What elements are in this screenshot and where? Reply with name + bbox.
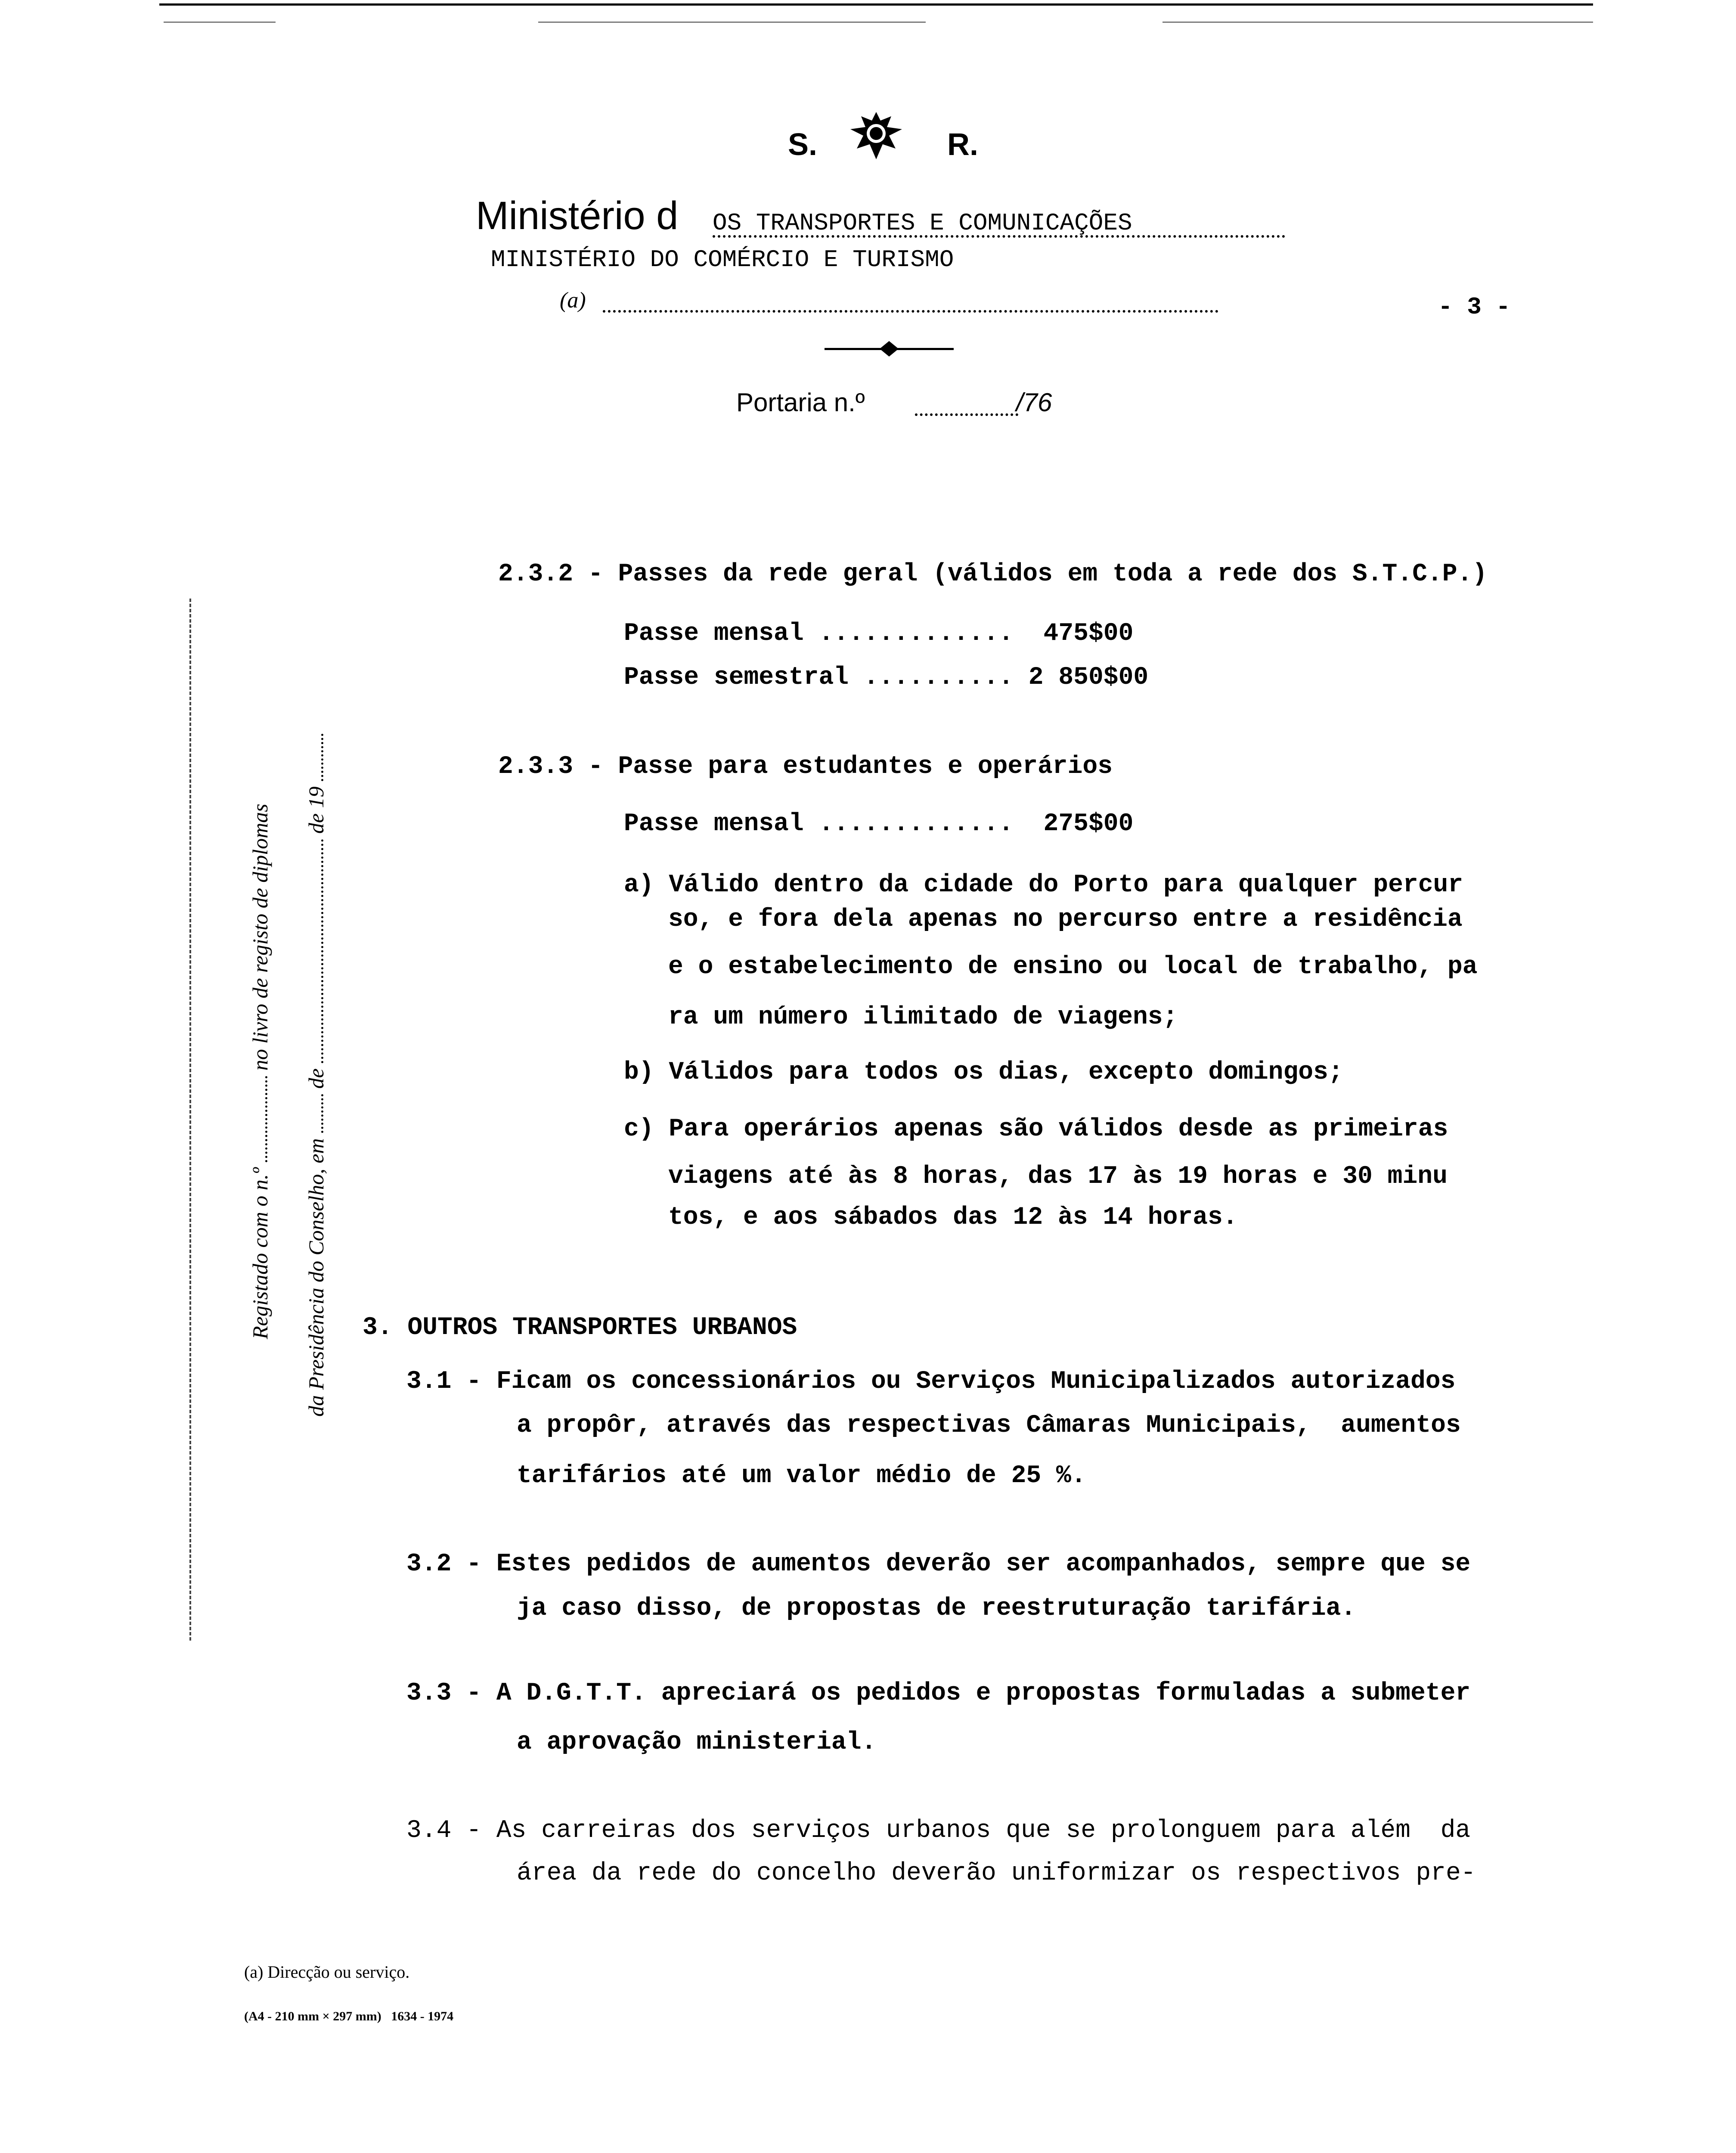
portaria-year: /76 [1016,388,1052,417]
item-a-line: ra um número ilimitado de viagens; [668,1003,1178,1031]
field-a-line [603,297,1218,313]
section-2-3-2-heading: 2.3.2 - Passes da rede geral (válidos em toda a rede dos S.T.C.P.) [498,560,1488,588]
margin-dotted-line [189,599,191,1641]
ministry-second: MINISTÉRIO DO COMÉRCIO E TURISMO [491,246,954,273]
item-b-line: b) Válidos para todos os dias, excepto domingos; [624,1058,1343,1086]
section-3-3-line: a aprovação ministerial. [517,1728,877,1756]
item-c-line: viagens até às 8 horas, das 17 às 19 horas e 30 minu [668,1163,1448,1191]
section-3-4-line: área da rede do concelho deverão uniformizar os respectivos pre- [517,1859,1476,1887]
scan-border-line [159,3,1593,6]
page-number: - 3 - [1438,293,1511,321]
margin-registration-line1: Registado com o n.º no livro de registo de diplomas [248,803,272,1339]
section-3-1-line: a propôr, através das respectivas Câmaras Municipais, aumentos [517,1412,1461,1439]
section-3-1-line: tarifários até um valor médio de 25 %. [517,1462,1086,1490]
section-2-3-3-heading: 2.3.3 - Passe para estudantes e operários [498,753,1113,781]
section-3-3-line: 3.3 - A D.G.T.T. apreciará os pedidos e propostas formuladas a submeter [406,1679,1471,1707]
portaria-label: Portaria n.º [736,388,865,417]
item-a-line: e o estabelecimento de ensino ou local de trabalho, pa [668,953,1478,981]
section-3-1-line: 3.1 - Ficam os concessionários ou Serviços Municipalizados autorizados [406,1368,1456,1396]
ministry-name: OS TRANSPORTES E COMUNICAÇÕES [713,211,1285,238]
item-c-line: c) Para operários apenas são válidos desde as primeiras [624,1115,1448,1143]
fare-passe-mensal: Passe mensal ............. 475$00 [624,620,1134,648]
section-3-heading: 3. OUTROS TRANSPORTES URBANOS [363,1314,797,1342]
field-a-label: (a) [560,288,586,313]
form-code: (A4 - 210 mm × 297 mm) 1634 - 1974 [244,2009,454,2023]
letterhead-r: R. [947,127,978,162]
ministry-prefix: Ministério d [476,194,679,238]
item-a-line: so, e fora dela apenas no percurso entre a residência [668,906,1463,934]
margin-registration-line2: da Presidência do Conselho, em de de 19 [304,734,329,1417]
item-a-line: a) Válido dentro da cidade do Porto para qualquer percur [624,871,1463,899]
scan-noise [538,22,926,23]
divider-ornament-icon [825,340,954,357]
footnote: (a) Direcção ou serviço. [244,1962,410,1982]
fare-passe-mensal-estudantes: Passe mensal ............. 275$00 [624,810,1134,838]
coat-of-arms-icon [844,110,908,161]
fare-passe-semestral: Passe semestral .......... 2 850$00 [624,664,1149,692]
scan-noise [164,22,276,23]
item-c-line: tos, e aos sábados das 12 às 14 horas. [668,1204,1238,1232]
scan-noise [1162,22,1593,23]
section-3-4-line: 3.4 - As carreiras dos serviços urbanos que se prolonguem para além da [406,1817,1471,1845]
section-3-2-line: 3.2 - Estes pedidos de aumentos deverão ser acompanhados, sempre que se [406,1550,1471,1578]
section-3-2-line: ja caso disso, de propostas de reestruturação tarifária. [517,1595,1356,1623]
portaria-number-line [915,396,1018,416]
letterhead-s: S. [788,127,818,162]
